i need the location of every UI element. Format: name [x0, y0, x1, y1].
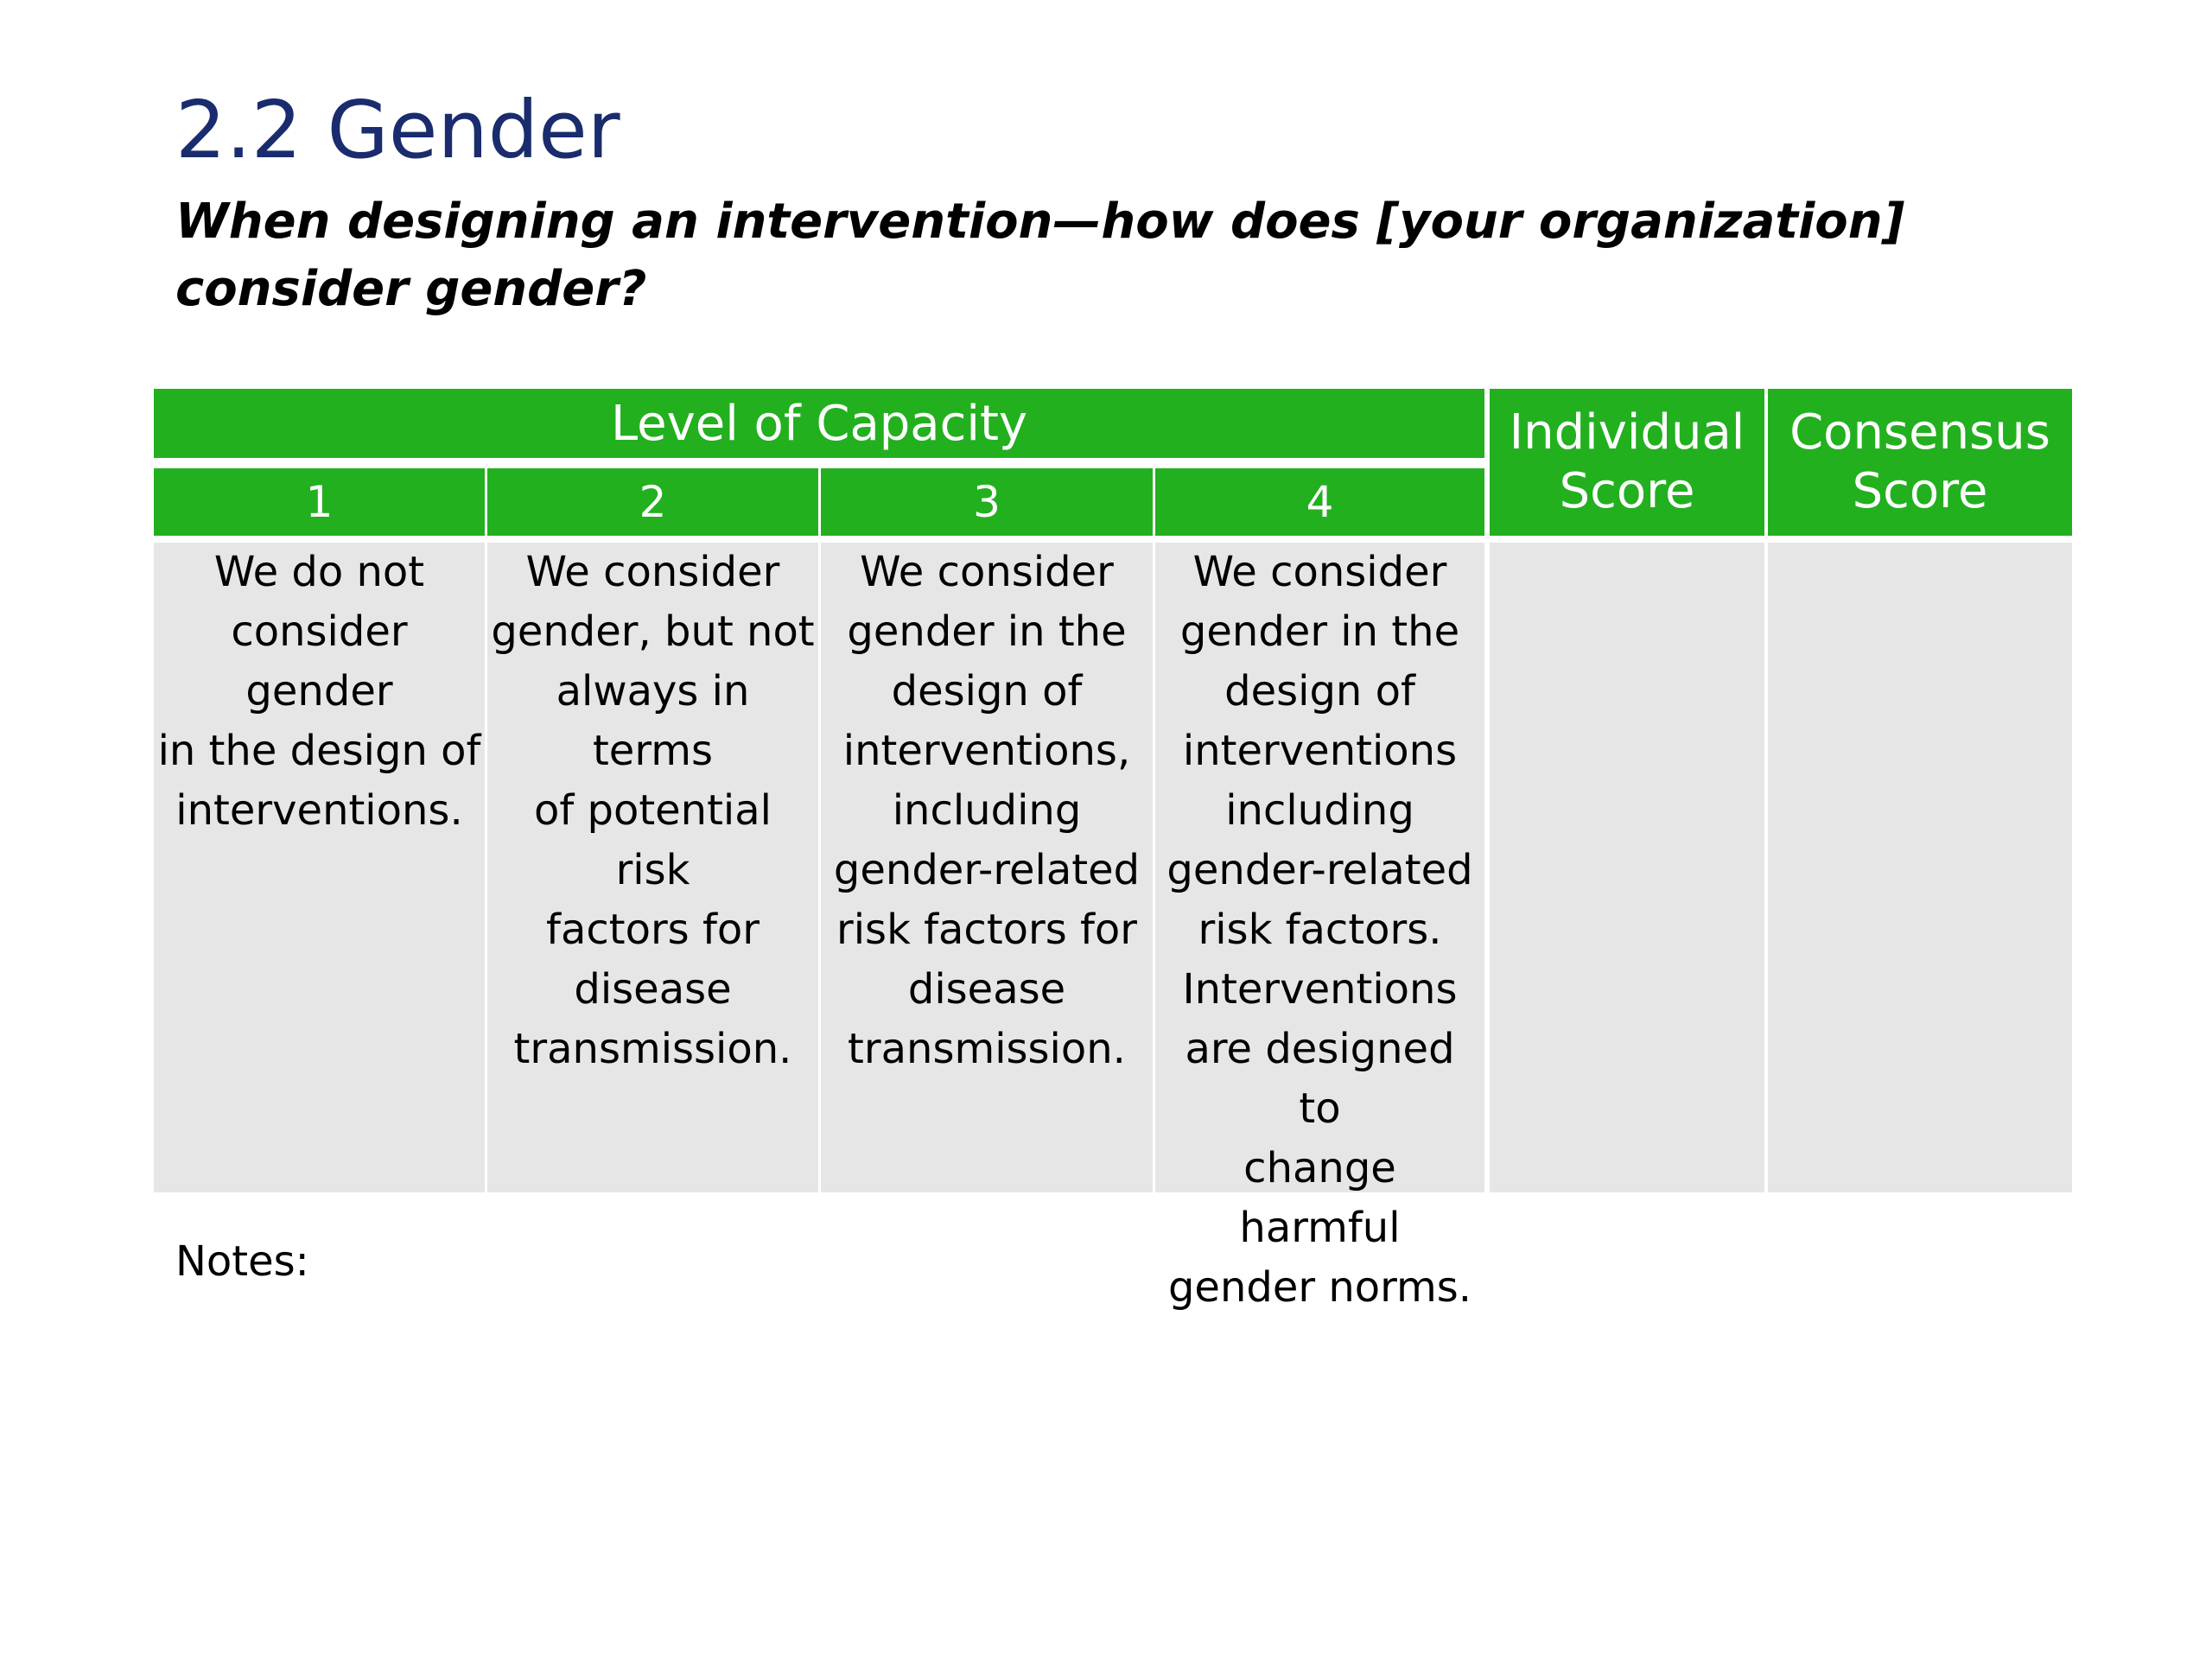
consensus-score-header: [1768, 389, 2072, 536]
page-title: 2.2 Gender: [175, 84, 620, 176]
level-3-header: 3: [821, 468, 1153, 536]
consensus-score-header-line2: Score: [1852, 463, 1988, 519]
individual-score-cell[interactable]: [1490, 543, 1764, 1192]
notes-label: Notes:: [175, 1237, 309, 1286]
level-1-description: We do not consider gender in the design of interventions.: [154, 543, 485, 1192]
consensus-score-header-line1: Consensus: [1789, 404, 2050, 461]
level-1-header: 1: [154, 468, 485, 536]
level-2-header: 2: [487, 468, 818, 536]
level-4-description: We consider gender in the design of interventions including gender-related risk factors. Interventions are designed to change harmful gender norms.: [1155, 543, 1484, 1192]
consensus-score-cell[interactable]: [1768, 543, 2072, 1192]
level-of-capacity-header: Level of Capacity: [154, 389, 1484, 458]
individual-score-header-line1: Individual: [1509, 404, 1745, 461]
question-text: When designing an intervention—how does [your organization] consider gender?: [175, 194, 1905, 317]
individual-score-header-line2: Score: [1559, 463, 1695, 519]
level-2-description: We consider gender, but not always in terms of potential risk factors for disease transmission.: [487, 543, 818, 1192]
individual-score-header: [1490, 389, 1764, 536]
level-3-description: We consider gender in the design of interventions, including gender-related risk factors for disease transmission.: [821, 543, 1153, 1192]
level-4-header: 4: [1155, 468, 1484, 536]
